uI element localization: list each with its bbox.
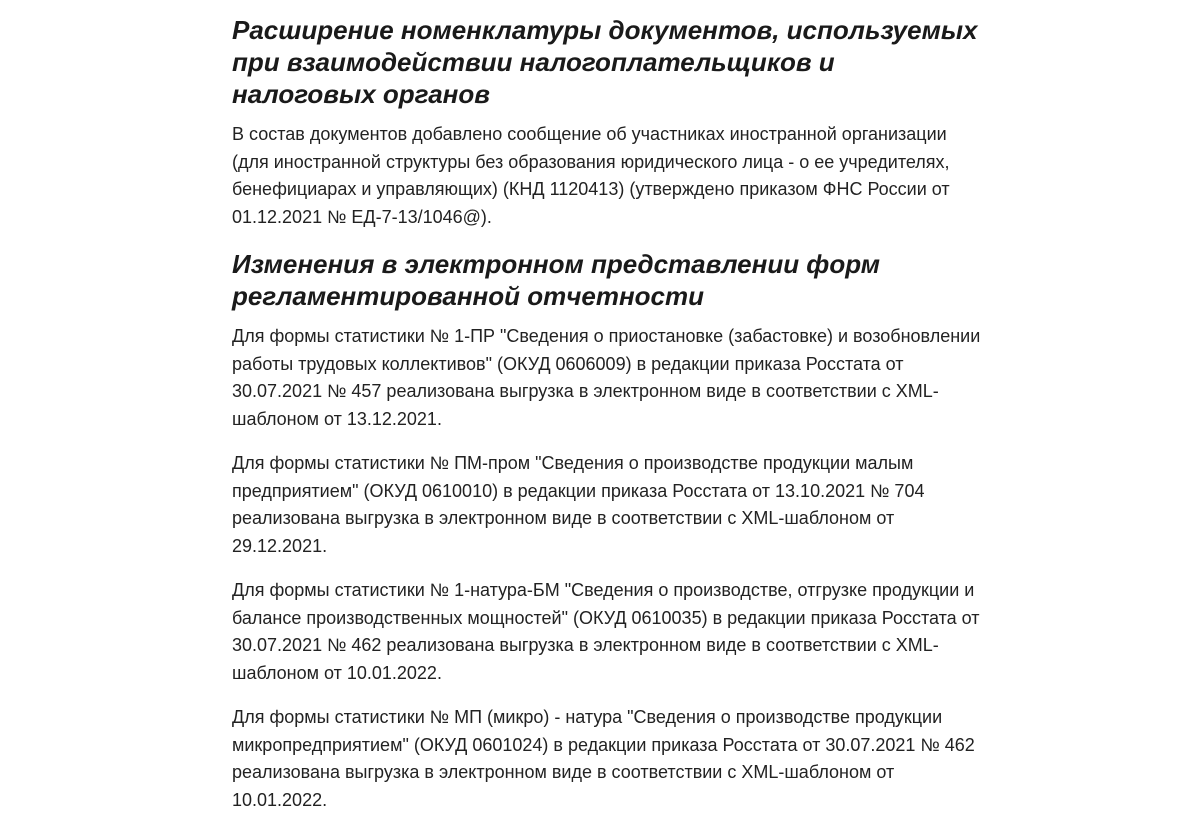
paragraph-form-pm-prom: Для формы статистики № ПМ-пром "Сведения о производстве продукции малым предприятием" (ОКУД 0610010) в редакции приказа Росстата от 13.10.2021 № 704 реализована выгрузка в электронном виде в соответствии с XML-шаблоном от 29.12.2021. — [232, 453, 925, 556]
paragraph-form-mp-micro: Для формы статистики № МП (микро) - натура "Сведения о производстве продукции микропредприятием" (ОКУД 0601024) в редакции приказа Росстата от 30.07.2021 № 462 реализована выгрузка в электронном виде в соответствии с XML-шаблоном от 10.01.2022. — [232, 707, 975, 810]
section-title-nomenclature: Расширение номенклатуры документов, используемых при взаимодействии налогоплательщиков и налоговых органов — [232, 15, 978, 109]
section-title-electronic-reporting: Изменения в электронном представлении форм регламентированной отчетности — [232, 249, 880, 311]
paragraph-foreign-org-message: В состав документов добавлено сообщение об участниках иностранной организации (для иностранной структуры без образования юридического лица - о ее учредителях, бенефициарах и управляющих) (КНД 1120413) (утверждено приказом ФНС России от 01.12.2021 № ЕД-7-13/1046@). — [232, 124, 950, 227]
paragraph-form-1-natura-bm: Для формы статистики № 1-натура-БМ "Сведения о производстве, отгрузке продукции и балансе производственных мощностей" (ОКУД 0610035) в редакции приказа Росстата от 30.07.2021 № 462 реализована выгрузка в электронном виде в соответствии с XML-шаблоном от 10.01.2022. — [232, 580, 980, 683]
paragraph-form-1-pr: Для формы статистики № 1-ПР "Сведения о приостановке (забастовке) и возобновлении работы трудовых коллективов" (ОКУД 0606009) в редакции приказа Росстата от 30.07.2021 № 457 реализована выгрузка в электронном виде в соответствии с XML-шаблоном от 13.12.2021. — [232, 326, 981, 429]
document-content — [232, 14, 984, 831]
